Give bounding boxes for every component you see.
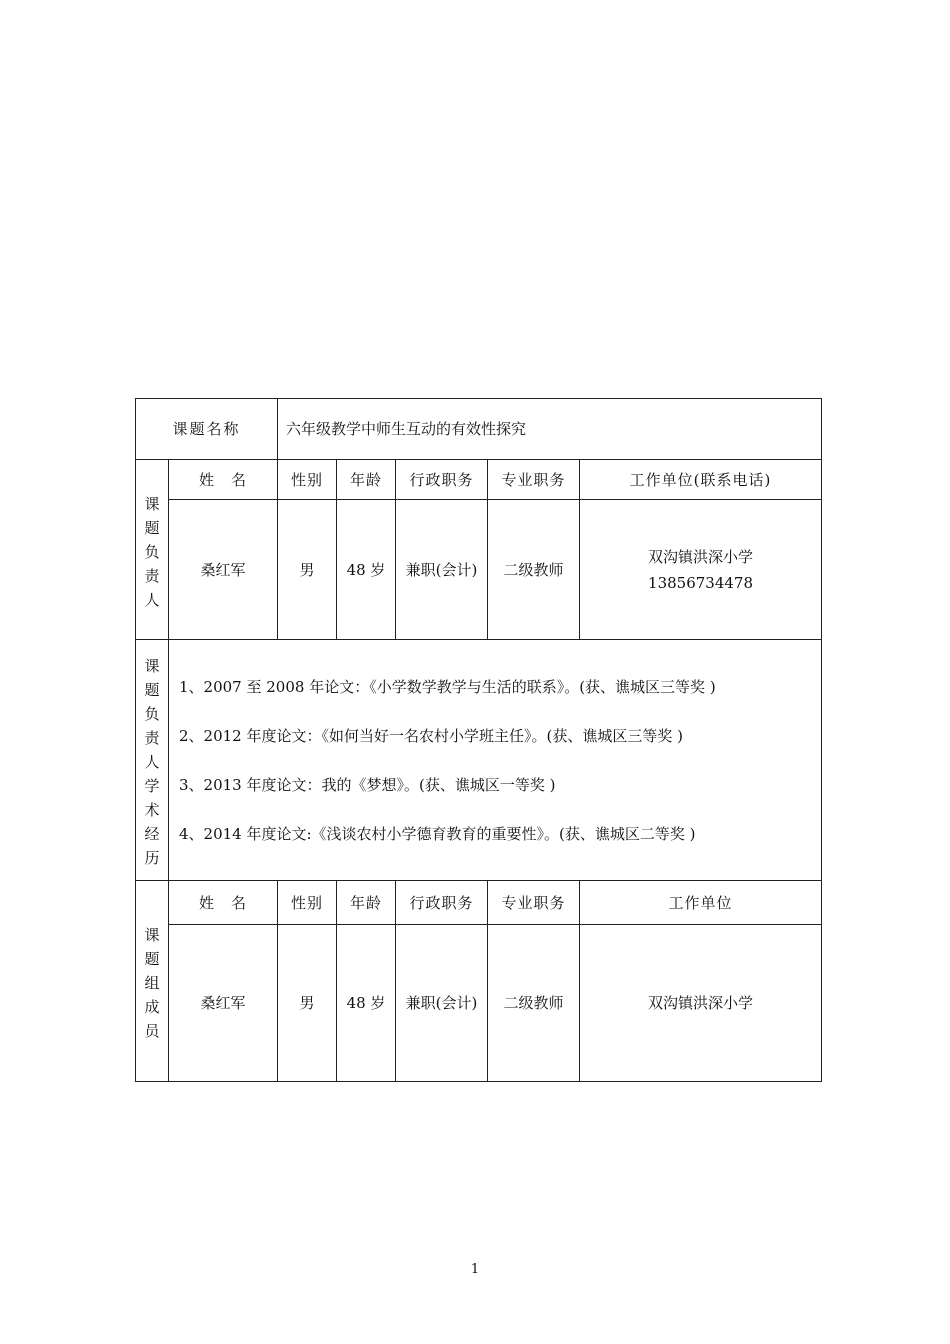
leader-prof-post: 二级教师 <box>488 500 580 640</box>
topic-label: 课题名称 <box>136 399 278 460</box>
member-gender: 男 <box>278 925 337 1082</box>
member-age: 48 岁 <box>337 925 396 1082</box>
experience-row <box>136 640 822 881</box>
experience-list <box>169 640 822 881</box>
leader-header-age: 年龄 <box>337 460 396 500</box>
leader-unit: 双沟镇洪深小学 <box>648 547 754 566</box>
leader-side-label: 课 题 负 责 人 <box>136 460 169 640</box>
members-header-prof-post: 专业职务 <box>488 881 580 925</box>
leader-phone: 13856734478 <box>648 573 754 592</box>
members-header-age: 年龄 <box>337 881 396 925</box>
leader-header-unit: 工作单位(联系电话) <box>580 460 822 500</box>
page-number: 1 <box>470 1262 480 1277</box>
members-header-unit: 工作单位 <box>580 881 822 925</box>
leader-header-name: 姓 名 <box>169 460 278 500</box>
experience-item: 4、2014 年度论文:《浅谈农村小学德育教育的重要性》。(获、谯城区二等奖 ) <box>179 824 696 843</box>
experience-item: 1、2007 至 2008 年论文：《小学数学教学与生活的联系》。(获、谯城区三等奖 ) <box>179 677 716 696</box>
experience-side-label: 课 题 负 责 人 学 术 经 历 <box>136 640 169 881</box>
members-header-name: 姓 名 <box>169 881 278 925</box>
member-unit: 双沟镇洪深小学 <box>580 925 822 1082</box>
member-prof-post: 二级教师 <box>488 925 580 1082</box>
leader-header-admin-post: 行政职务 <box>396 460 488 500</box>
leader-admin-post: 兼职(会计) <box>396 500 488 640</box>
leader-gender: 男 <box>278 500 337 640</box>
experience-item: 3、2013 年度论文：我的《梦想》。(获、谯城区一等奖 ) <box>179 775 556 794</box>
member-name: 桑红军 <box>169 925 278 1082</box>
leader-unit-cell <box>580 500 822 640</box>
leader-name: 桑红军 <box>169 500 278 640</box>
topic-value: 六年级教学中师生互动的有效性探究 <box>278 399 822 460</box>
leader-header-gender: 性别 <box>278 460 337 500</box>
leader-header-row <box>136 460 822 500</box>
project-form-table <box>135 398 822 1082</box>
members-header-row <box>136 881 822 925</box>
experience-item: 2、2012 年度论文：《如何当好一名农村小学班主任》。(获、谯城区三等奖 ) <box>179 726 683 745</box>
members-header-admin-post: 行政职务 <box>396 881 488 925</box>
leader-header-prof-post: 专业职务 <box>488 460 580 500</box>
members-side-label: 课 题 组 成 员 <box>136 881 169 1082</box>
member-admin-post: 兼职(会计) <box>396 925 488 1082</box>
leader-age: 48 岁 <box>337 500 396 640</box>
leader-data-row <box>136 500 822 640</box>
topic-row <box>136 399 822 460</box>
members-data-row <box>136 925 822 1082</box>
members-header-gender: 性别 <box>278 881 337 925</box>
